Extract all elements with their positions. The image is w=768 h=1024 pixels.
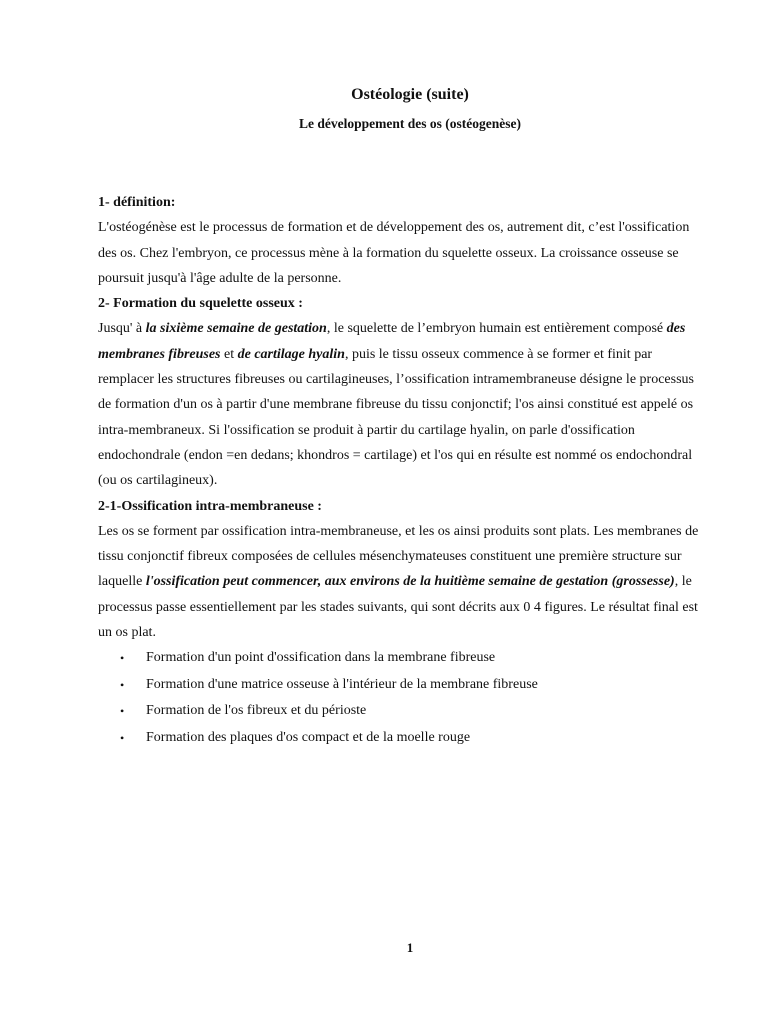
list-item-text: Formation des plaques d'os compact et de la moelle rouge <box>146 729 471 745</box>
paragraph-formation <box>98 316 708 493</box>
paragraph-intramembranous <box>98 519 708 645</box>
section-heading-definition: 1- définition: <box>98 195 176 210</box>
emphasis-hyaline-cartilage: de cartilage hyalin <box>237 346 345 362</box>
list-item-text: Formation d'un point d'ossification dans la membrane fibreuse <box>146 650 496 666</box>
text-run: , puis le tissu osseux commence à se former et finit par remplacer les structures fibreuses ou cartilagineuses, l’ossification intramembraneuse désigne le processus de formation d'un os à partir d'une membrane fibreuse du tissu conjonctif; l'os ainsi constitué est appelé os intra-membraneux. Si l'ossification se produit à partir du cartilage hyalin, on parle d'ossification endochondrale (endon =en dedans; khondros = cartilage) et l'os qui en résulte est nommé os endochondral (ou os cartilagineux). <box>98 346 694 489</box>
page-number: 1 <box>406 940 414 955</box>
list-item <box>98 698 708 725</box>
section-heading-formation: 2- Formation du squelette osseux : <box>98 296 303 312</box>
bullet-icon: • <box>120 704 125 719</box>
stages-list <box>98 645 708 751</box>
bullet-icon: • <box>120 677 125 692</box>
text-run: Les os se forment par ossification intra-membraneuse, et les os ainsi produits sont plats. Les membranes de tissu conjonctif fibreux composées de cellules mésenchymateuses constituent une première structure sur laquelle <box>98 523 699 590</box>
list-item <box>98 645 708 672</box>
bullet-icon: • <box>120 730 125 745</box>
bullet-icon: • <box>120 651 125 666</box>
emphasis-fibrous-membranes: des membranes fibreuses <box>98 321 686 362</box>
text-run: , le processus passe essentiellement par les stades suivants, qui sont décrits aux 0 4 figures. Le résultat final est un os plat. <box>98 574 698 641</box>
list-item <box>98 725 708 752</box>
text-run: et <box>220 346 238 362</box>
list-item-text: Formation d'une matrice osseuse à l'intérieur de la membrane fibreuse <box>146 676 538 692</box>
section-heading-intramembranous: 2-1-Ossification intra-membraneuse : <box>98 498 322 514</box>
list-item <box>98 672 708 699</box>
list-item-text: Formation de l'os fibreux et du périoste <box>146 703 367 719</box>
document-title: Ostéologie (suite) <box>351 86 469 103</box>
text-run: Jusqu' à <box>98 321 146 337</box>
emphasis-eighth-week: l'ossification peut commencer, aux environs de la huitième semaine de gestation (grossesse) <box>145 574 675 590</box>
paragraph-definition: L'ostéogénèse est le processus de formation et de développement des os, autrement dit, c’est l'ossification des os. Chez l'embryon, ce processus mène à la formation du squelette osseux. La croissance osseuse se poursuit jusqu'à l'âge adulte de la personne. <box>98 220 690 286</box>
emphasis-sixth-week: la sixième semaine de gestation <box>145 321 327 337</box>
text-run: , le squelette de l’embryon humain est entièrement composé <box>326 321 667 337</box>
document-body <box>98 190 708 751</box>
document-subtitle: Le développement des os (ostéogenèse) <box>299 116 521 131</box>
